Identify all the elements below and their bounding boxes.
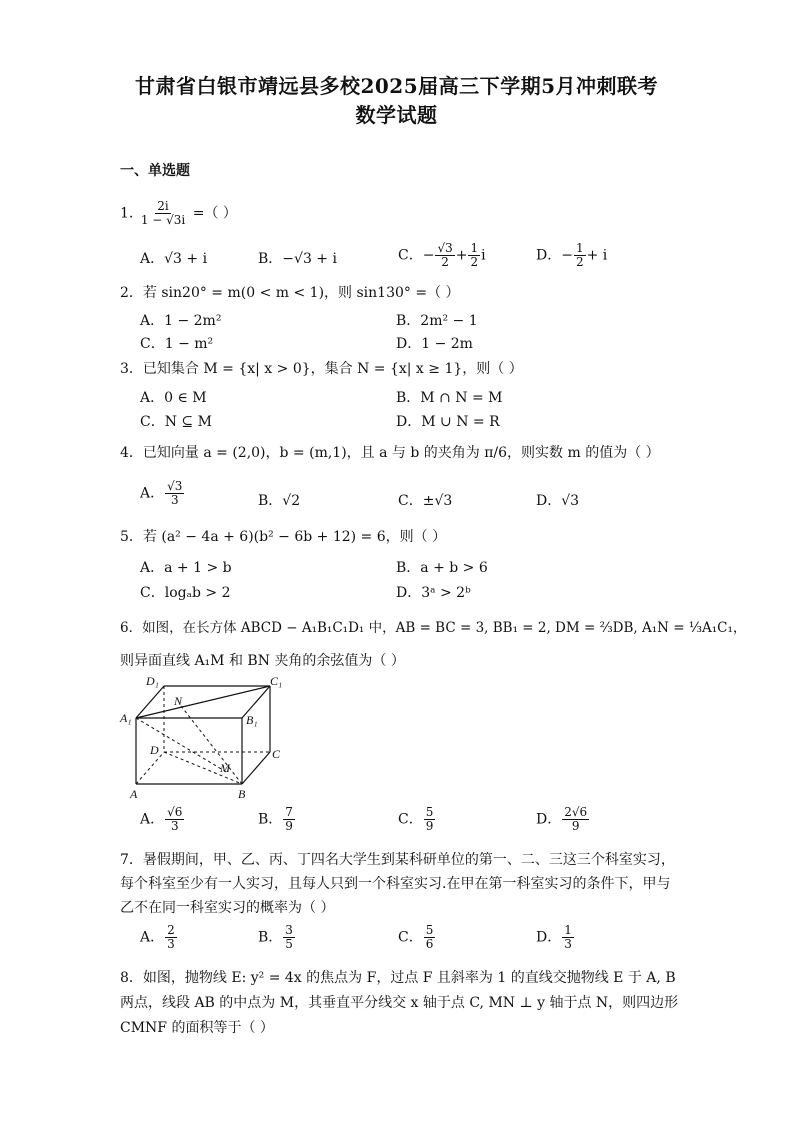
q5-option-a: A．a + 1 > b bbox=[140, 560, 232, 576]
q2-option-a: A．1 − 2m² bbox=[140, 313, 222, 329]
q1-option-d: D．− $\frac{1}{2}$ + i bbox=[536, 241, 608, 269]
question-7: 7．暑假期间，甲、乙、丙、丁四名大学生到某科研单位的第一、二、三这三个科室实习，每个科室至少有一人实习，且每人只到一个科室实习.在甲在第一科室实习的条件下，甲与乙不在同一科室实习的概率为（ ） bbox=[120, 852, 675, 916]
cuboid-figure bbox=[118, 672, 293, 800]
q2-option-d: D．1 − 2m bbox=[396, 336, 473, 352]
label-c: C bbox=[272, 747, 281, 761]
q1-option-a: A．√3 + i bbox=[140, 251, 208, 267]
q4-option-b: B．√2 bbox=[258, 493, 301, 509]
label-a: A bbox=[130, 787, 138, 800]
q7-option-c: C． $\frac{5}{6}$ bbox=[398, 923, 434, 951]
q3-option-a: A．0 ∈ M bbox=[140, 390, 207, 406]
label-d1: D₁ bbox=[146, 674, 159, 688]
q2-option-c: C．1 − m² bbox=[140, 336, 214, 352]
q6-option-a: A． $\frac{√6}{3}$ bbox=[140, 805, 183, 833]
q7-option-a: A． $\frac{2}{3}$ bbox=[140, 923, 175, 951]
q5-option-d: D．3ᵃ > 2ᵇ bbox=[396, 585, 471, 601]
question-5: 5．若 (a² − 4a + 6)(b² − 6b + 12) = 6，则（ ） bbox=[120, 529, 447, 545]
q4-option-c: C．±√3 bbox=[398, 493, 453, 509]
page-subtitle: 数学试题 bbox=[355, 103, 438, 127]
page-title: 甘肃省白银市靖远县多校2025届高三下学期5月冲刺联考 bbox=[134, 74, 659, 98]
question-1: 1. $\frac{2i}{1 - √3i}$ =（ ） bbox=[120, 199, 237, 227]
label-b: B bbox=[238, 787, 246, 800]
question-2: 2．若 sin20° = m(0 < m < 1)，则 sin130° =（ ） bbox=[120, 285, 460, 301]
q3-option-b: B．M ∩ N = M bbox=[396, 390, 503, 406]
section-heading: 一、单选题 bbox=[120, 163, 190, 179]
label-m: M bbox=[220, 761, 230, 775]
q1-option-b: B．−√3 + i bbox=[258, 251, 337, 267]
q4-option-d: D．√3 bbox=[536, 493, 580, 509]
q6-option-c: C． $\frac{5}{9}$ bbox=[398, 805, 434, 833]
q1-fraction: $\frac{2i}{1 - √3i}$ bbox=[140, 199, 186, 227]
q1-option-c: C．− $\frac{√3}{2}$ + $\frac{1}{2}$ i bbox=[398, 241, 486, 269]
label-a1: A₁ bbox=[120, 711, 132, 725]
q6-option-d: D． $\frac{2√6}{9}$ bbox=[536, 805, 588, 833]
q5-option-c: C．logₐb > 2 bbox=[140, 585, 231, 601]
question-4: 4．已知向量 a = (2,0)，b = (m,1)，且 a 与 b 的夹角为 π/6，则实数 m 的值为（ ） bbox=[120, 445, 660, 461]
q4-option-a: A． $\frac{√3}{3}$ bbox=[140, 479, 183, 507]
label-c1: C₁ bbox=[270, 674, 283, 688]
label-b1: B₁ bbox=[246, 713, 258, 727]
question-6: 6．如图，在长方体 ABCD − A₁B₁C₁D₁ 中，AB = BC = 3, BB₁ = 2, DM = ⅔DB, A₁N = ⅓A₁C₁， bbox=[120, 620, 747, 636]
q7-option-d: D． $\frac{1}{3}$ bbox=[536, 923, 572, 951]
q5-option-b: B．a + b > 6 bbox=[396, 560, 488, 576]
q3-option-d: D．M ∪ N = R bbox=[396, 414, 500, 430]
label-n: N bbox=[174, 694, 183, 708]
question-3: 3．已知集合 M = {x| x > 0}，集合 N = {x| x ≥ 1}，则（ ） bbox=[120, 361, 523, 377]
question-6-line2: 则异面直线 A₁M 和 BN 夹角的余弦值为（ ） bbox=[120, 653, 405, 669]
q2-option-b: B．2m² − 1 bbox=[396, 313, 478, 329]
q7-option-b: B． $\frac{3}{5}$ bbox=[258, 923, 293, 951]
label-d: D bbox=[150, 743, 159, 757]
q6-option-b: B． $\frac{7}{9}$ bbox=[258, 805, 293, 833]
question-8: 8．如图，抛物线 E: y² = 4x 的焦点为 F，过点 F 且斜率为 1 的直线交抛物线 E 于 A, B 两点，线段 AB 的中点为 M，其垂直平分线交 x 轴于点 C, MN ⊥ y 轴于点 N，则四边形 CMNF 的面积等于（ ） bbox=[120, 970, 679, 1036]
q3-option-c: C．N ⊆ M bbox=[140, 414, 212, 430]
